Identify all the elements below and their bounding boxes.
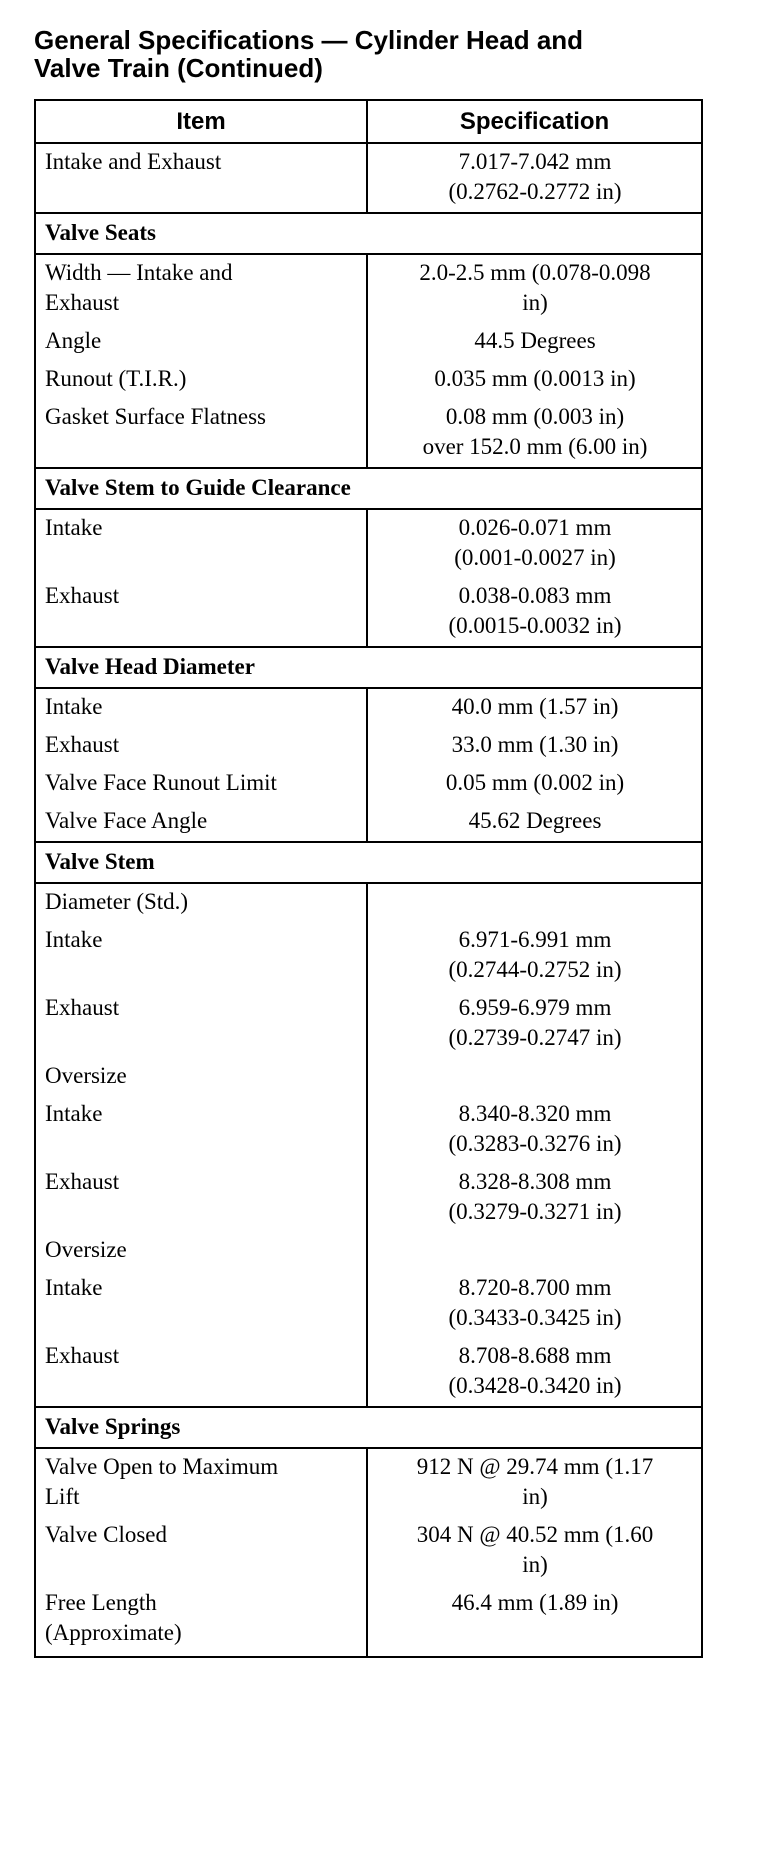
specification-cell: 304 N @ 40.52 mm (1.60 in) xyxy=(367,1517,702,1585)
item-cell: Valve Closed xyxy=(35,1517,367,1585)
table-row xyxy=(35,1338,702,1407)
item-cell: Exhaust xyxy=(35,990,367,1058)
table-row xyxy=(35,1270,702,1338)
table-row xyxy=(35,1585,702,1657)
specification-cell: 8.708-8.688 mm (0.3428-0.3420 in) xyxy=(367,1338,702,1407)
item-cell: Angle xyxy=(35,323,367,361)
item-column-header: Item xyxy=(35,100,367,143)
table-row xyxy=(35,803,702,842)
section-header-head-diameter: Valve Head Diameter xyxy=(35,647,702,688)
specification-cell: 0.08 mm (0.003 in) over 152.0 mm (6.00 in) xyxy=(367,399,702,468)
specification-cell: 912 N @ 29.74 mm (1.17 in) xyxy=(367,1448,702,1517)
table-header-row xyxy=(35,100,702,143)
table-row xyxy=(35,254,702,323)
item-cell: Exhaust xyxy=(35,727,367,765)
section-header-valve-springs: Valve Springs xyxy=(35,1407,702,1448)
specification-cell xyxy=(367,883,702,922)
specification-cell: 8.328-8.308 mm (0.3279-0.3271 in) xyxy=(367,1164,702,1232)
item-cell: Intake xyxy=(35,688,367,727)
table-row xyxy=(35,727,702,765)
specification-cell: 33.0 mm (1.30 in) xyxy=(367,727,702,765)
table-row xyxy=(35,1058,702,1096)
specification-cell: 44.5 Degrees xyxy=(367,323,702,361)
table-row xyxy=(35,765,702,803)
specification-cell: 7.017-7.042 mm (0.2762-0.2772 in) xyxy=(367,143,702,213)
table-row xyxy=(35,922,702,990)
specification-cell: 2.0-2.5 mm (0.078-0.098 in) xyxy=(367,254,702,323)
item-cell: Intake xyxy=(35,1096,367,1164)
item-cell: Exhaust xyxy=(35,1338,367,1407)
table-row xyxy=(35,688,702,727)
page-title-line-2: Valve Train (Continued) xyxy=(34,53,323,83)
specification-cell: 6.959-6.979 mm (0.2739-0.2747 in) xyxy=(367,990,702,1058)
specification-cell: 46.4 mm (1.89 in) xyxy=(367,1585,702,1657)
section-header-valve-stem: Valve Stem xyxy=(35,842,702,883)
specification-cell: 0.035 mm (0.0013 in) xyxy=(367,361,702,399)
item-cell: Valve Face Angle xyxy=(35,803,367,842)
specification-cell: 0.026-0.071 mm (0.001-0.0027 in) xyxy=(367,509,702,578)
specification-cell: 40.0 mm (1.57 in) xyxy=(367,688,702,727)
item-cell: Intake xyxy=(35,922,367,990)
table-row xyxy=(35,1096,702,1164)
item-cell: Oversize xyxy=(35,1232,367,1270)
section-header-guide-clearance: Valve Stem to Guide Clearance xyxy=(35,468,702,509)
table-row xyxy=(35,143,702,213)
table-row xyxy=(35,1164,702,1232)
specification-cell xyxy=(367,1232,702,1270)
specification-table xyxy=(34,99,703,1658)
item-cell: Gasket Surface Flatness xyxy=(35,399,367,468)
specification-column-header: Specification xyxy=(367,100,702,143)
table-row xyxy=(35,1232,702,1270)
page-title-line-1: General Specifications — Cylinder Head and xyxy=(34,25,584,55)
item-cell: Runout (T.I.R.) xyxy=(35,361,367,399)
table-row xyxy=(35,578,702,647)
page-title xyxy=(34,26,714,82)
table-row xyxy=(35,509,702,578)
specification-cell: 45.62 Degrees xyxy=(367,803,702,842)
item-cell: Exhaust xyxy=(35,578,367,647)
specification-cell: 0.038-0.083 mm (0.0015-0.0032 in) xyxy=(367,578,702,647)
section-header-valve-seats: Valve Seats xyxy=(35,213,702,254)
item-cell: Valve Face Runout Limit xyxy=(35,765,367,803)
table-row xyxy=(35,990,702,1058)
item-cell: Oversize xyxy=(35,1058,367,1096)
item-cell: Free Length (Approximate) xyxy=(35,1585,367,1657)
table-row xyxy=(35,1517,702,1585)
table-row xyxy=(35,399,702,468)
item-cell: Diameter (Std.) xyxy=(35,883,367,922)
item-cell: Intake xyxy=(35,509,367,578)
specification-cell: 6.971-6.991 mm (0.2744-0.2752 in) xyxy=(367,922,702,990)
specification-cell: 8.340-8.320 mm (0.3283-0.3276 in) xyxy=(367,1096,702,1164)
table-row xyxy=(35,323,702,361)
item-cell: Width — Intake and Exhaust xyxy=(35,254,367,323)
table-row xyxy=(35,883,702,922)
specification-cell: 0.05 mm (0.002 in) xyxy=(367,765,702,803)
item-cell: Intake and Exhaust xyxy=(35,143,367,213)
item-cell: Exhaust xyxy=(35,1164,367,1232)
table-row xyxy=(35,361,702,399)
item-cell: Intake xyxy=(35,1270,367,1338)
table-row xyxy=(35,1448,702,1517)
specification-cell: 8.720-8.700 mm (0.3433-0.3425 in) xyxy=(367,1270,702,1338)
item-cell: Valve Open to Maximum Lift xyxy=(35,1448,367,1517)
specification-cell xyxy=(367,1058,702,1096)
